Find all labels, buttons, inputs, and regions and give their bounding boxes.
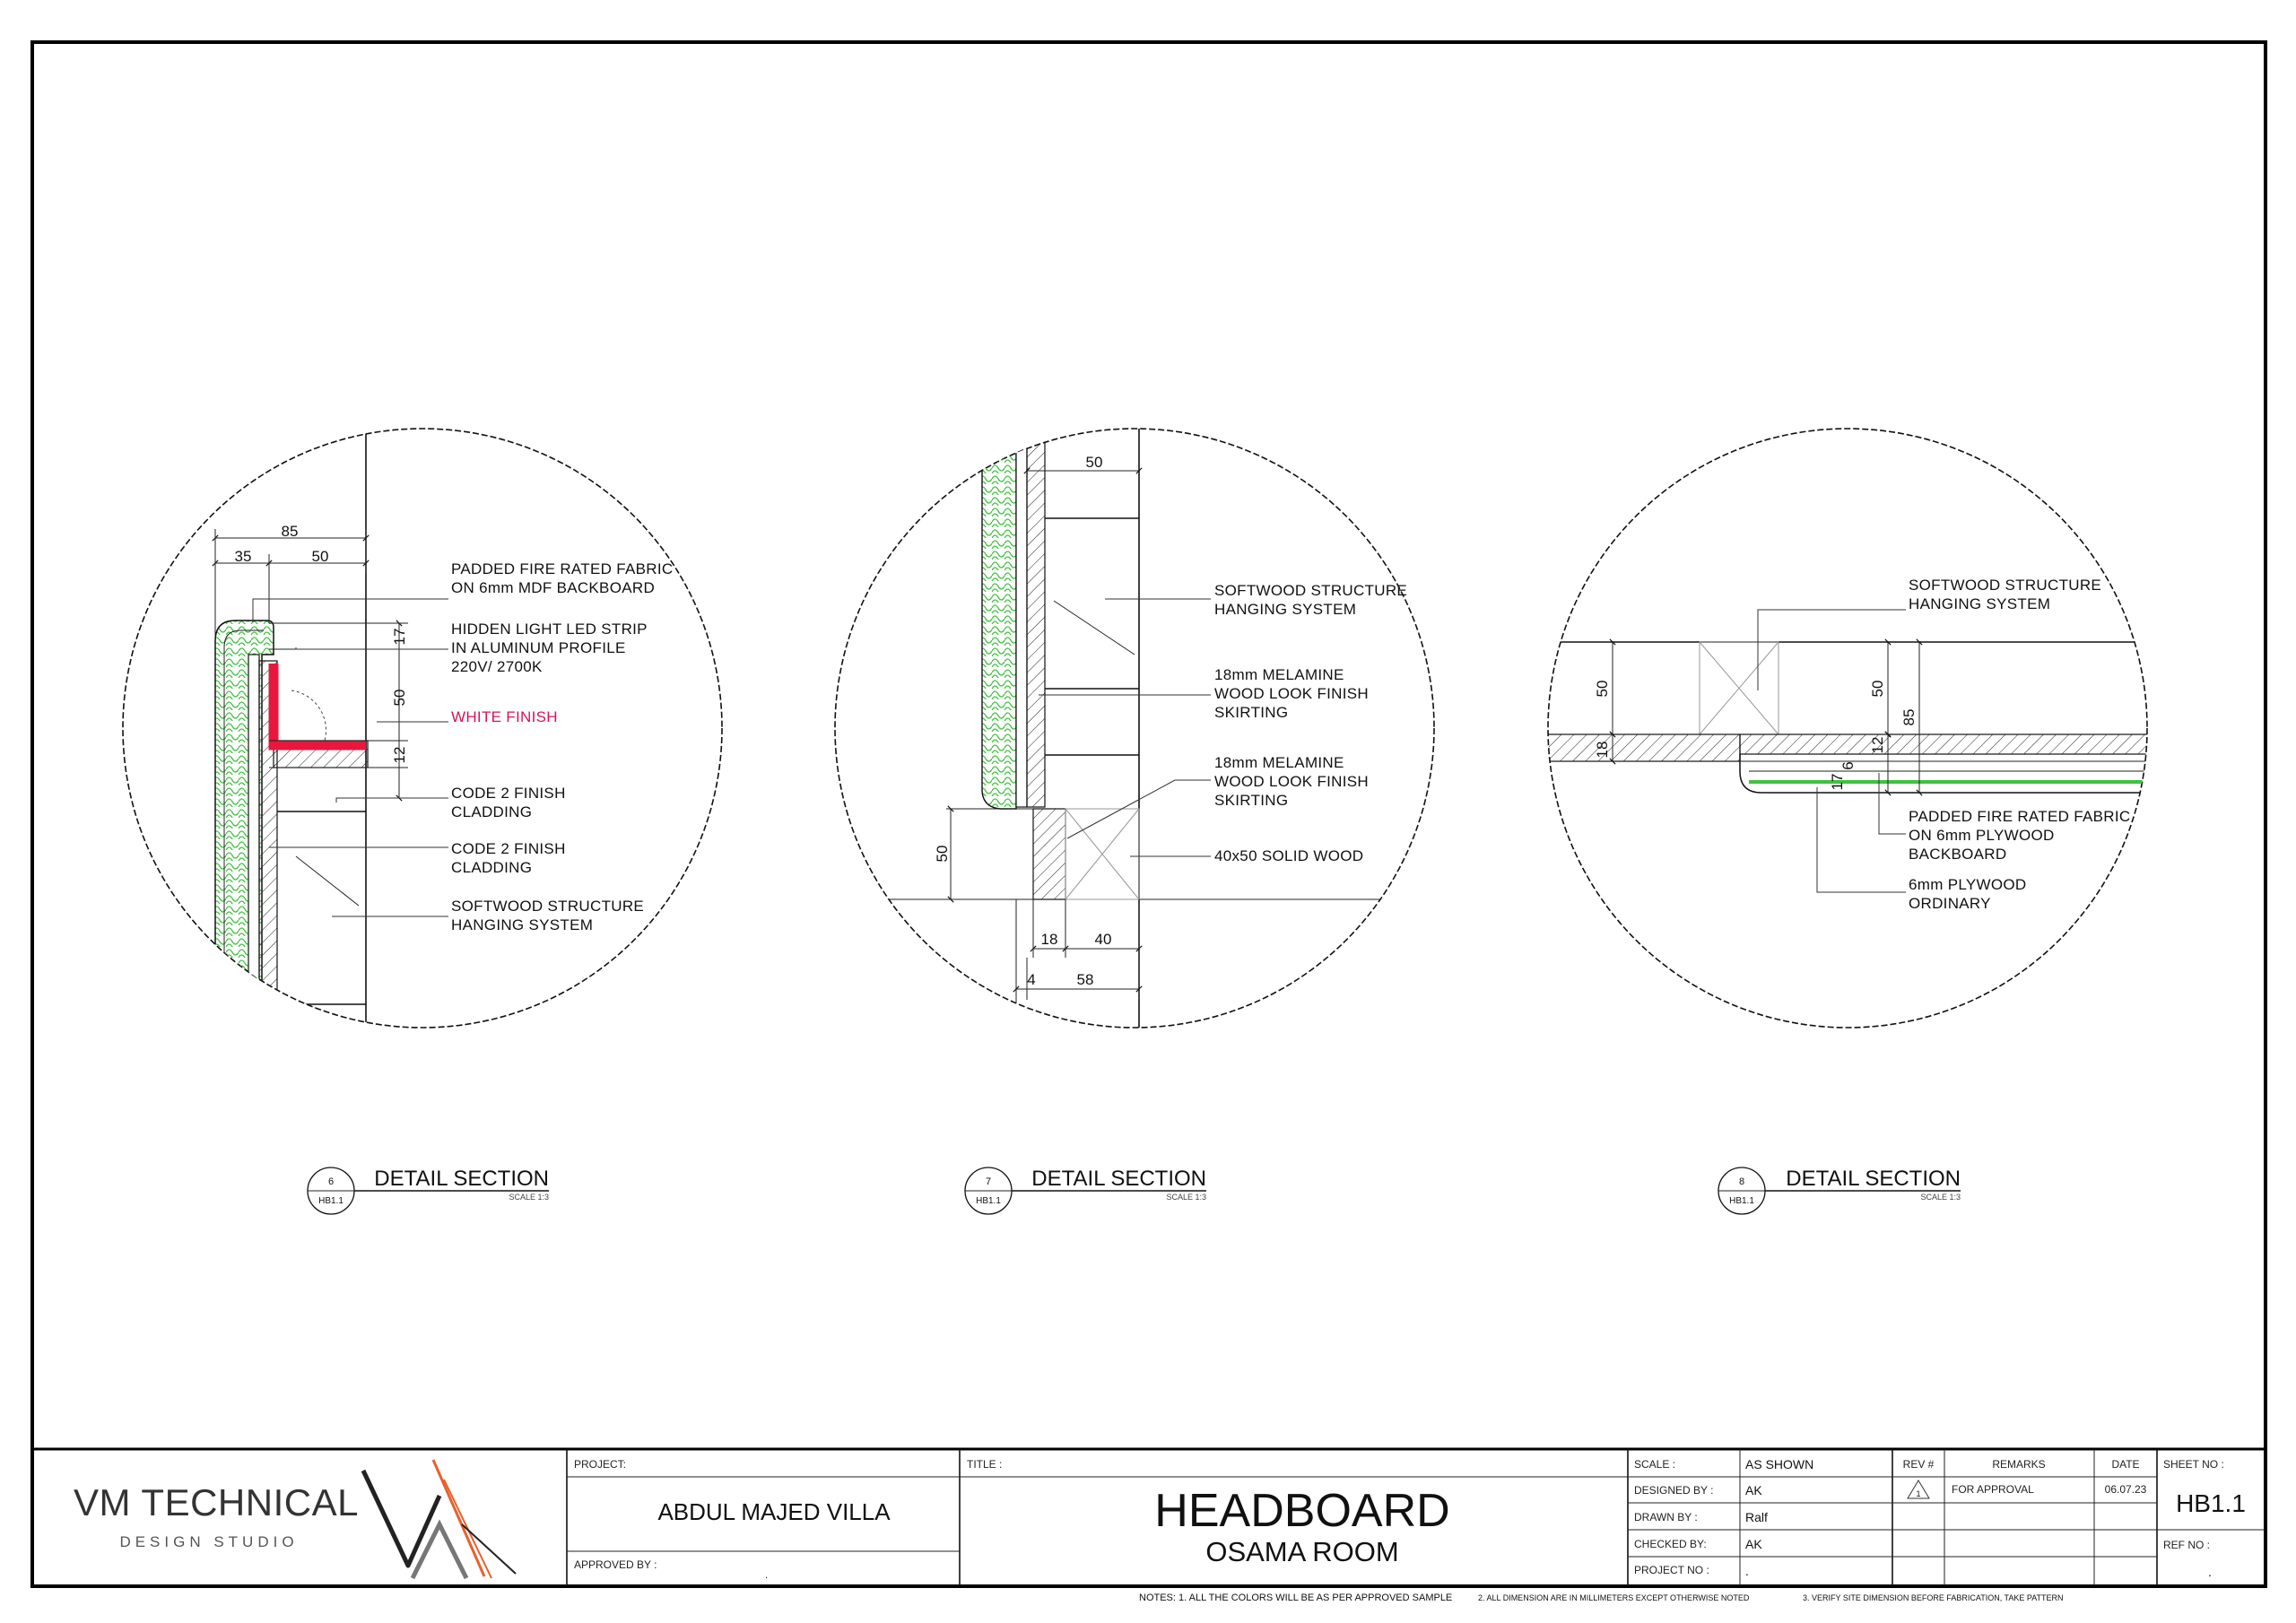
dimension-label: 50: [391, 689, 408, 707]
annotation-text: IN ALUMINUM PROFILE: [451, 639, 626, 656]
detail-6-label: [308, 1167, 549, 1214]
sheet-ref: HB1.1: [1729, 1196, 1754, 1206]
checked-by-label: CHECKED BY:: [1634, 1538, 1707, 1550]
detail-8-label: [1718, 1167, 1961, 1214]
detail-number: 7: [985, 1176, 992, 1187]
annotation-text: SOFTWOOD STRUCTURE: [1214, 582, 1408, 599]
padded-fabric: [982, 421, 1016, 809]
detail-title: DETAIL SECTION: [1031, 1167, 1206, 1191]
annotation-text: CLADDING: [451, 859, 533, 876]
logo-mark: [363, 1460, 516, 1578]
detail-8-circle: [1548, 429, 2147, 1028]
annotation-text: CODE 2 FINISH: [451, 785, 566, 802]
dimension-label: 12: [1869, 736, 1886, 754]
dimension-label: 50: [1869, 680, 1886, 698]
annotation-text: SOFTWOOD STRUCTURE: [1909, 577, 2102, 594]
scale-label: SCALE :: [1634, 1458, 1676, 1471]
drawing-subtitle: OSAMA ROOM: [1205, 1536, 1399, 1567]
dimension-label: 18: [1040, 931, 1058, 948]
detail-7-label: [965, 1167, 1206, 1214]
annotation-text: 220V/ 2700K: [451, 658, 543, 675]
annotation-text: WOOD LOOK FINISH: [1214, 685, 1369, 702]
rev-label: REV #: [1902, 1458, 1935, 1471]
annotation-text: SOFTWOOD STRUCTURE: [451, 898, 645, 915]
skirting: [1033, 809, 1065, 899]
led-beam: [291, 690, 326, 741]
ref-no-value: .: [2208, 1565, 2212, 1579]
remarks-value: FOR APPROVAL: [1952, 1483, 2034, 1496]
drawing-title: HEADBOARD: [1154, 1485, 1450, 1537]
dimension-label: 50: [1085, 454, 1103, 471]
plywood-board: [1543, 734, 1740, 761]
detail-title: DETAIL SECTION: [1786, 1167, 1961, 1191]
detail-scale: SCALE 1:3: [509, 1193, 549, 1202]
dimension-label: 18: [1594, 741, 1611, 759]
softwood-cleat: [1054, 601, 1135, 655]
designed-by-label: DESIGNED BY :: [1634, 1484, 1714, 1497]
detail-8: [1543, 429, 2152, 1214]
scale-value: AS SHOWN: [1745, 1457, 1814, 1471]
annotation-text: ON 6mm PLYWOOD: [1909, 827, 2055, 844]
approved-label: APPROVED BY :: [574, 1558, 657, 1571]
dimension-label: 17: [391, 628, 408, 646]
fabric-outline: [1740, 754, 2152, 793]
annotation-text: HANGING SYSTEM: [451, 916, 594, 933]
date-value: 06.07.23: [2104, 1483, 2147, 1496]
dimension-label: 40: [1094, 931, 1112, 948]
footer-note: NOTES: 1. ALL THE COLORS WILL BE AS PER APPROVED SAMPLE: [1139, 1593, 1453, 1603]
dimension-label: 35: [234, 548, 252, 565]
annotation-text: HANGING SYSTEM: [1214, 601, 1357, 618]
dimension-label: 17: [1829, 773, 1846, 791]
project-no-label: PROJECT NO :: [1634, 1564, 1709, 1576]
rev-value: 1: [1916, 1489, 1921, 1498]
annotation-text: HIDDEN LIGHT LED STRIP: [451, 621, 648, 638]
annotation-text: 18mm MELAMINE: [1214, 666, 1344, 683]
dimension-label: 58: [1076, 971, 1094, 988]
title-block: [32, 1449, 2266, 1586]
date-label: DATE: [2111, 1458, 2140, 1471]
dimension-label: 50: [1594, 680, 1611, 698]
title-label: TITLE :: [967, 1458, 1003, 1471]
footer-notes: [1139, 1593, 2064, 1603]
plywood-board: [1740, 734, 2152, 754]
footer-note: 2. ALL DIMENSION ARE IN MILLIMETERS EXCEPT OTHERWISE NOTED: [1478, 1593, 1750, 1602]
cladding: [1027, 421, 1045, 807]
dimension-label: 6: [1839, 761, 1857, 770]
project-no-value: .: [1745, 1564, 1749, 1578]
annotation-text: SKIRTING: [1214, 704, 1289, 721]
annotation-text: WOOD LOOK FINISH: [1214, 773, 1369, 790]
revision-triangle-icon: [1908, 1480, 1929, 1498]
annotation-text: BACKBOARD: [1909, 846, 2007, 863]
mdf-backboard: [248, 655, 259, 1031]
annotation-text: SKIRTING: [1214, 792, 1289, 809]
remarks-label: REMARKS: [1992, 1458, 2046, 1471]
white-finish-label: WHITE FINISH: [451, 708, 558, 725]
dimension-label: 12: [391, 746, 408, 764]
annotation-text: HANGING SYSTEM: [1909, 595, 2051, 612]
designed-by-value: AK: [1745, 1483, 1762, 1497]
dimension-label: 50: [311, 548, 329, 565]
detail-7: [834, 421, 1435, 1214]
project-label: PROJECT:: [574, 1458, 627, 1471]
drawn-by-value: Ralf: [1745, 1510, 1768, 1524]
sheet-number: HB1.1: [2176, 1489, 2246, 1517]
drawn-by-label: DRAWN BY :: [1634, 1511, 1698, 1523]
detail-title: DETAIL SECTION: [374, 1167, 549, 1191]
annotation-text: 40x50 SOLID WOOD: [1214, 847, 1364, 864]
detail-scale: SCALE 1:3: [1920, 1193, 1961, 1202]
dimension-label: 85: [1900, 708, 1918, 726]
dimension-label: 85: [281, 523, 299, 540]
footer-note: 3. VERIFY SITE DIMENSION BEFORE FABRICATION, TAKE PATTERN: [1803, 1593, 2064, 1602]
annotation-text: PADDED FIRE RATED FABRIC: [451, 560, 674, 577]
annotation-text: ORDINARY: [1909, 895, 1991, 912]
annotation-text: 6mm PLYWOOD: [1909, 876, 2027, 893]
ref-no-label: REF NO :: [2163, 1539, 2211, 1551]
detail-scale: SCALE 1:3: [1166, 1193, 1206, 1202]
approved-value: .: [765, 1568, 769, 1581]
dimension-label: 4: [1027, 971, 1036, 988]
annotation-text: 18mm MELAMINE: [1214, 754, 1344, 771]
detail-6: [123, 421, 722, 1214]
detail-number: 6: [327, 1176, 335, 1187]
led-profile: [274, 664, 366, 745]
softwood-cleat: [296, 856, 359, 906]
project-name: ABDUL MAJED VILLA: [657, 1498, 891, 1525]
annotation-text: PADDED FIRE RATED FABRIC: [1909, 808, 2131, 825]
company-logo: [74, 1460, 516, 1578]
mdf-backboard: [1016, 421, 1027, 807]
annotation-text: CLADDING: [451, 803, 533, 820]
sheet-no-label: SHEET NO :: [2163, 1458, 2224, 1471]
logo-name: VM TECHNICAL: [74, 1481, 359, 1523]
detail-6-circle: [123, 429, 722, 1028]
sheet-ref: HB1.1: [318, 1196, 344, 1206]
logo-subtitle: DESIGN STUDIO: [119, 1533, 299, 1550]
dimension-label: 50: [934, 845, 951, 863]
checked-by-value: AK: [1745, 1537, 1762, 1551]
annotation-text: CODE 2 FINISH: [451, 840, 566, 857]
detail-number: 8: [1738, 1176, 1745, 1187]
sheet-ref: HB1.1: [976, 1196, 1001, 1206]
annotation-text: ON 6mm MDF BACKBOARD: [451, 579, 656, 596]
